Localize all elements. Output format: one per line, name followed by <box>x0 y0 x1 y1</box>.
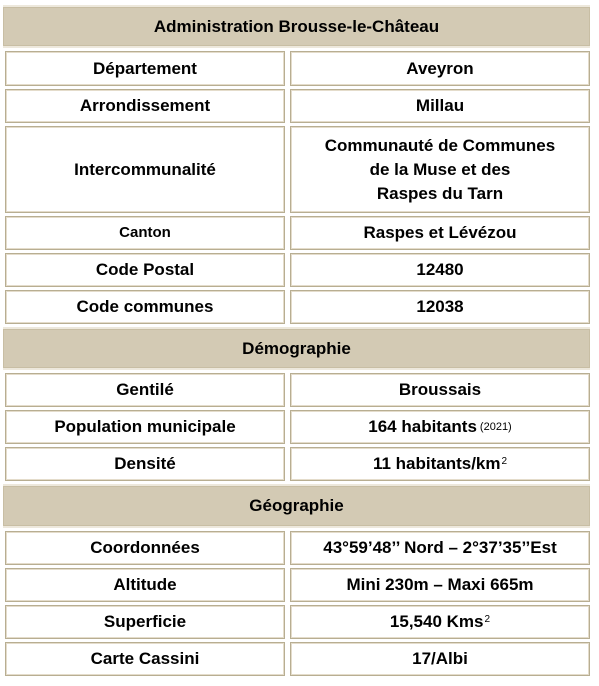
value-gentile: Broussais <box>290 373 590 407</box>
section-header-demographie <box>3 327 590 370</box>
section-header-administration <box>3 5 590 48</box>
value-departement: Aveyron <box>290 51 590 86</box>
value-line: Raspes du Tarn <box>376 183 504 203</box>
label-code-communes: Code communes <box>5 290 285 324</box>
label-coordonnees: Coordonnées <box>5 531 285 565</box>
section-title: Démographie <box>242 338 351 358</box>
label-departement: Département <box>5 51 285 86</box>
superscript: 2 <box>484 614 491 625</box>
label-gentile: Gentilé <box>5 373 285 407</box>
label-densite: Densité <box>5 447 285 481</box>
value-canton: Raspes et Lévézou <box>290 216 590 250</box>
label-canton: Canton <box>5 216 285 250</box>
section-title: Géographie <box>249 496 344 515</box>
label-code-postal: Code Postal <box>5 253 285 287</box>
value-arrondissement: Millau <box>290 89 590 123</box>
label-carte-cassini: Carte Cassini <box>5 642 285 676</box>
value-code-postal: 12480 <box>290 253 590 287</box>
value-altitude: Mini 230m – Maxi 665m <box>290 568 590 602</box>
label-intercommunalite: Intercommunalité <box>5 126 285 213</box>
value-line: Communauté de Communes <box>324 135 556 155</box>
value-carte-cassini: 17/Albi <box>290 642 590 676</box>
section-title: Administration Brousse-le-Château <box>153 16 440 36</box>
value-intercommunalite <box>290 126 590 213</box>
population-year: (2021) <box>479 421 512 433</box>
label-population: Population municipale <box>5 410 285 444</box>
section-header-geographie <box>3 484 590 528</box>
superscript: 2 <box>501 456 508 467</box>
label-arrondissement: Arrondissement <box>5 89 285 123</box>
value-densite: 11 habitants/km $^2$ <box>290 447 590 481</box>
value-code-communes: 12038 <box>290 290 590 324</box>
value-superficie: 15,540 Kms $^2$ <box>290 605 590 639</box>
value-line: de la Muse et des <box>369 159 511 179</box>
label-altitude: Altitude <box>5 568 285 602</box>
label-superficie: Superficie <box>5 605 285 639</box>
value-population: 164 habitants (2021) <box>290 410 590 444</box>
value-coordonnees: 43°59’48’’ Nord – 2°37’35’’Est <box>290 531 590 565</box>
